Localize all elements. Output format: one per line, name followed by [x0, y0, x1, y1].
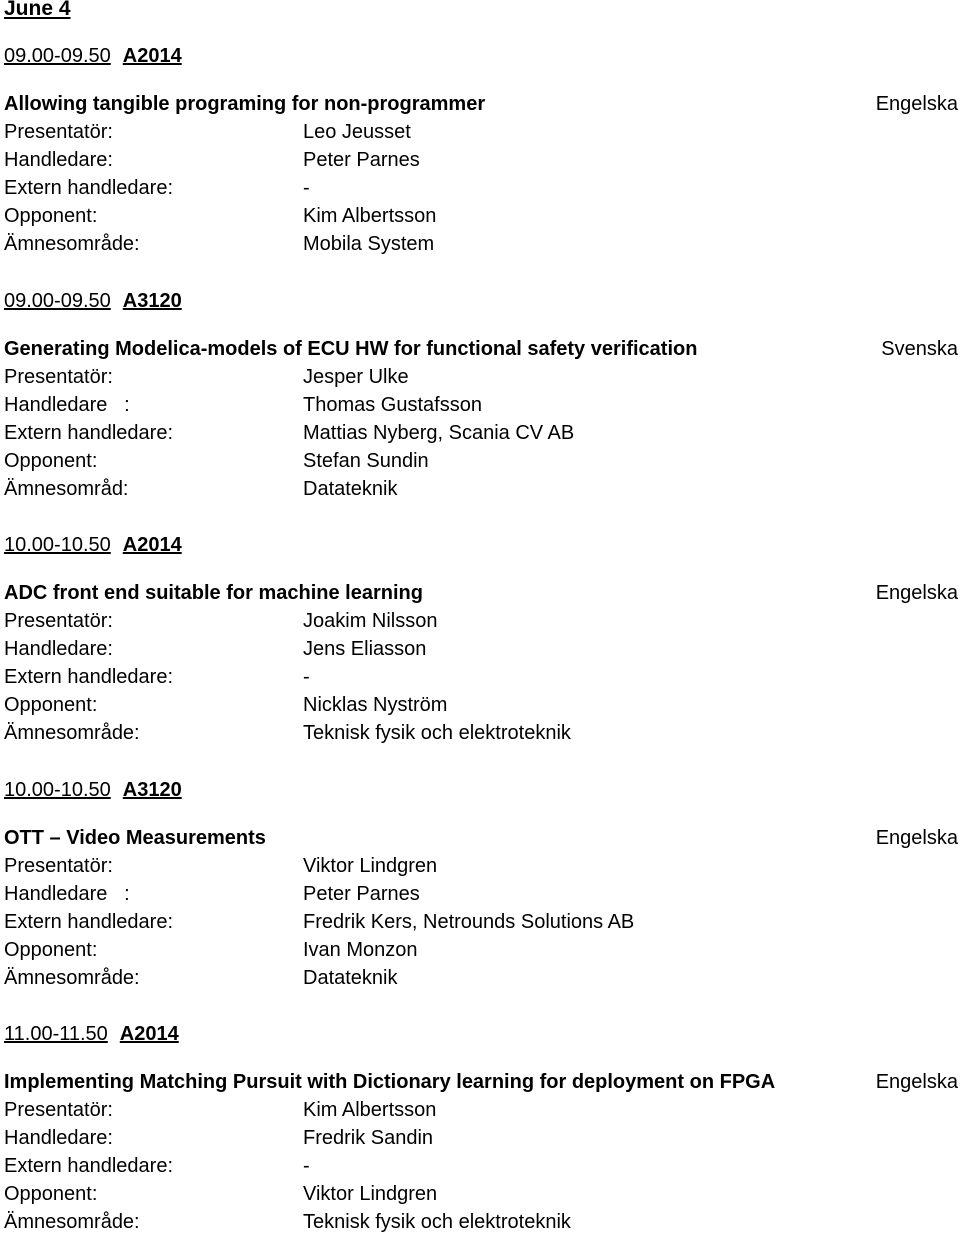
detail-label: Presentatör: — [4, 121, 113, 143]
session-room: A3120 — [122, 778, 182, 801]
detail-value: Leo Jeusset — [303, 121, 411, 143]
session-block — [4, 776, 958, 992]
detail-row — [4, 174, 958, 202]
session-title-row — [4, 335, 958, 363]
session-slot — [4, 1020, 958, 1048]
detail-value: Peter Parnes — [303, 882, 420, 905]
detail-row — [4, 1124, 958, 1152]
detail-label: Handledare: — [4, 1127, 113, 1149]
session-block — [4, 287, 958, 503]
detail-label: Presentatör: — [4, 1099, 113, 1121]
detail-value: Datateknik — [303, 477, 398, 500]
detail-row — [4, 475, 958, 503]
detail-value: - — [303, 666, 310, 688]
session-time: 11.00-11.50 — [4, 1023, 108, 1045]
session-block — [4, 531, 958, 747]
detail-value: Mattias Nyberg, Scania CV AB — [303, 421, 575, 444]
detail-value: Viktor Lindgren — [303, 854, 438, 877]
session-title-row — [4, 579, 958, 607]
detail-row — [4, 880, 958, 908]
detail-row — [4, 447, 958, 475]
detail-value: Stefan Sundin — [303, 449, 429, 472]
detail-row — [4, 635, 958, 663]
session-block — [4, 1020, 958, 1236]
detail-value: Kim Albertsson — [303, 1099, 437, 1121]
detail-value: Thomas Gustafsson — [303, 393, 482, 416]
detail-row — [4, 908, 958, 936]
session-time: 10.00-10.50 — [4, 534, 111, 556]
session-time: 10.00-10.50 — [4, 778, 111, 801]
detail-label: Presentatör: — [4, 365, 113, 388]
detail-label: Handledare : — [4, 882, 130, 905]
detail-label: Handledare: — [4, 149, 113, 171]
session-language: Engelska — [875, 582, 958, 604]
detail-row — [4, 419, 958, 447]
detail-row — [4, 1180, 958, 1208]
detail-label: Extern handledare: — [4, 910, 174, 933]
detail-value: Nicklas Nyström — [303, 694, 448, 716]
session-title: Allowing tangible programing for non-programmer — [4, 93, 486, 115]
session-time: 09.00-09.50 — [4, 289, 111, 312]
detail-value: Jens Eliasson — [303, 638, 427, 660]
detail-label: Presentatör: — [4, 854, 113, 877]
detail-row — [4, 391, 958, 419]
detail-row — [4, 607, 958, 635]
session-block — [4, 42, 958, 258]
detail-value: Joakim Nilsson — [303, 610, 438, 632]
detail-label: Ämnesområde: — [4, 233, 140, 255]
detail-value: Fredrik Sandin — [303, 1127, 434, 1149]
session-slot — [4, 531, 958, 559]
session-slot — [4, 287, 958, 315]
session-title-row — [4, 824, 958, 852]
session-time: 09.00-09.50 — [4, 45, 111, 67]
session-room: A2014 — [119, 1023, 179, 1045]
detail-value: Jesper Ulke — [303, 365, 409, 388]
detail-row — [4, 964, 958, 992]
session-room: A2014 — [122, 45, 182, 67]
session-room: A2014 — [122, 534, 182, 556]
detail-label: Opponent: — [4, 205, 98, 227]
detail-value: Fredrik Kers, Netrounds Solutions AB — [303, 910, 635, 933]
detail-label: Ämnesområde: — [4, 1211, 140, 1233]
detail-label: Ämnesområde: — [4, 966, 140, 989]
detail-value: Teknisk fysik och elektroteknik — [303, 722, 571, 744]
detail-row — [4, 1208, 958, 1236]
detail-row — [4, 118, 958, 146]
detail-value: Datateknik — [303, 966, 398, 989]
detail-label: Opponent: — [4, 449, 98, 472]
session-title: ADC front end suitable for machine learning — [4, 582, 423, 604]
detail-label: Opponent: — [4, 1183, 98, 1205]
detail-label: Extern handledare: — [4, 177, 174, 199]
detail-value: - — [303, 177, 310, 199]
detail-row — [4, 1152, 958, 1180]
session-language: Engelska — [875, 1071, 958, 1093]
detail-value: Viktor Lindgren — [303, 1183, 438, 1205]
detail-value: Peter Parnes — [303, 149, 420, 171]
detail-row — [4, 936, 958, 964]
session-title-row — [4, 1068, 958, 1096]
detail-label: Handledare: — [4, 638, 113, 660]
detail-label: Opponent: — [4, 938, 98, 961]
page-date: June 4 — [4, 0, 71, 20]
detail-label: Opponent: — [4, 694, 98, 716]
detail-row — [4, 363, 958, 391]
detail-row — [4, 1096, 958, 1124]
detail-value: Teknisk fysik och elektroteknik — [303, 1211, 571, 1233]
detail-value: Kim Albertsson — [303, 205, 437, 227]
detail-label: Extern handledare: — [4, 1155, 174, 1177]
detail-label: Extern handledare: — [4, 666, 174, 688]
session-language: Engelska — [875, 826, 958, 849]
detail-label: Ämnesområde: — [4, 722, 140, 744]
detail-label: Presentatör: — [4, 610, 113, 632]
detail-value: - — [303, 1155, 310, 1177]
detail-row — [4, 146, 958, 174]
session-title: Generating Modelica-models of ECU HW for functional safety verification — [4, 337, 698, 360]
session-title-row — [4, 90, 958, 118]
detail-value: Mobila System — [303, 233, 435, 255]
detail-value: Ivan Monzon — [303, 938, 418, 961]
detail-row — [4, 230, 958, 258]
session-language: Engelska — [875, 93, 958, 115]
detail-label: Extern handledare: — [4, 421, 174, 444]
session-slot — [4, 776, 958, 804]
session-room: A3120 — [122, 289, 182, 312]
detail-row — [4, 719, 958, 747]
session-slot — [4, 42, 958, 70]
session-language: Svenska — [881, 337, 958, 360]
detail-label: Ämnesområd: — [4, 477, 129, 500]
detail-row — [4, 691, 958, 719]
detail-row — [4, 202, 958, 230]
session-title: Implementing Matching Pursuit with Dictionary learning for deployment on FPGA — [4, 1071, 776, 1093]
session-title: OTT – Video Measurements — [4, 826, 266, 849]
detail-label: Handledare : — [4, 393, 130, 416]
detail-row — [4, 663, 958, 691]
detail-row — [4, 852, 958, 880]
